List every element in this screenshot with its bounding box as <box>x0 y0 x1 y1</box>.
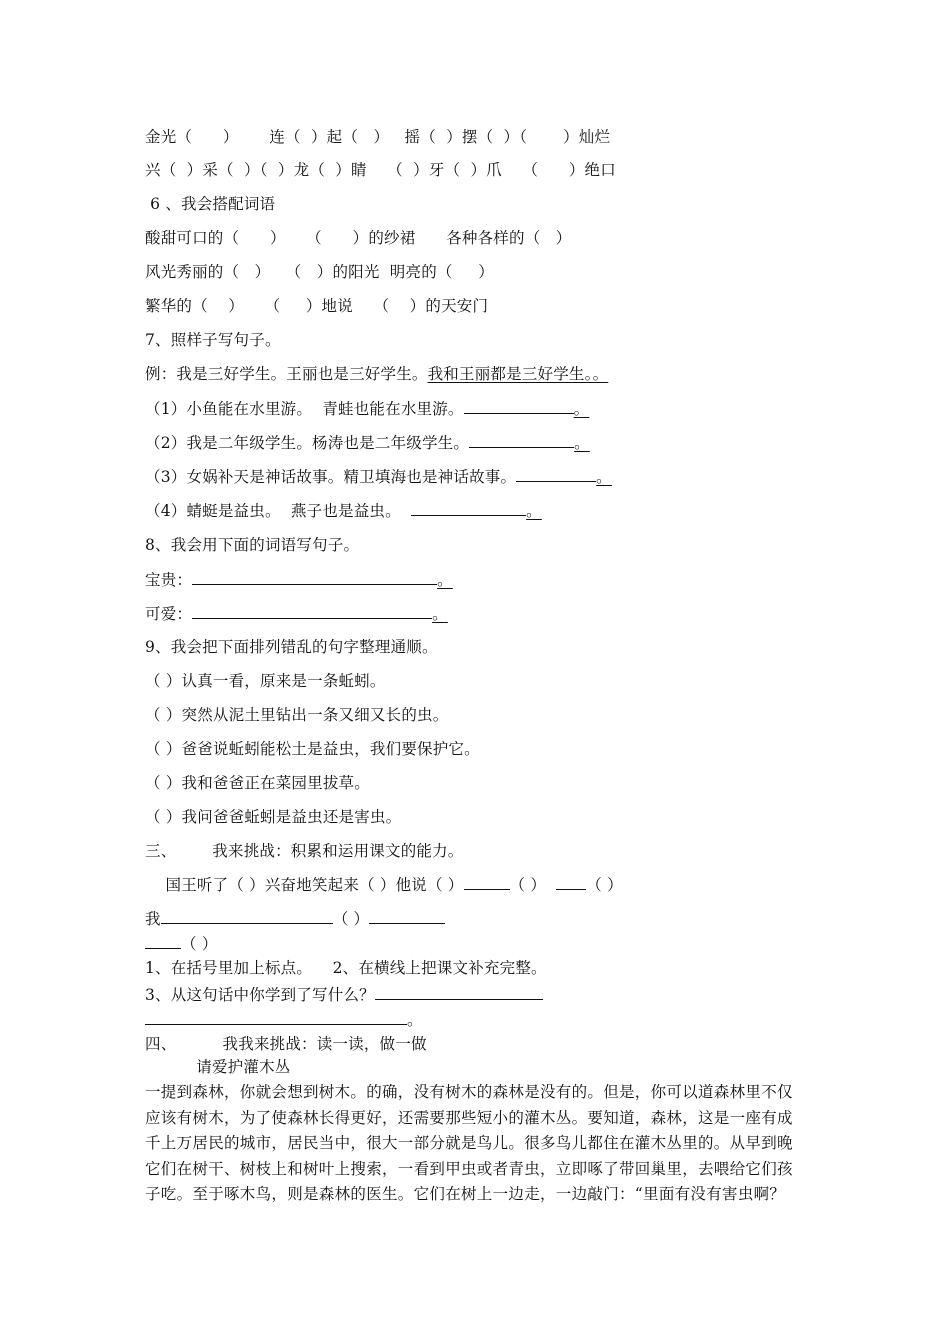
answer-blank[interactable] <box>464 398 574 414</box>
q8-title: 8、我会用下面的词语写句子。 <box>145 536 360 554</box>
q9-item-5: （ ）我问爸爸蚯蚓是益虫还是害虫。 <box>145 808 402 826</box>
passage-line: 子吃。至于啄木鸟，则是森林的医生。它们在树上一边走，一边敲门：“里面有没有害虫啊？ <box>145 1185 786 1203</box>
period-mark: 。 <box>574 434 590 452</box>
q9-item-2: （ ）突然从泥土里钻出一条又细又长的虫。 <box>145 706 449 724</box>
period-mark: 。 <box>407 1011 423 1029</box>
answer-blank[interactable] <box>469 432 574 448</box>
passage-line: 千上万居民的城市，居民当中，很大一部分就是鸟儿。很多鸟儿都住在灌木丛里的。从早到晚 <box>145 1134 793 1152</box>
q7-item-3: （3）女娲补天是神话故事。精卫填海也是神话故事。 。 <box>145 468 612 486</box>
section-3-line-3: （ ） <box>145 933 218 954</box>
q7-item-1: （1）小鱼能在水里游。 青蛙也能在水里游。 。 <box>145 400 590 418</box>
q7-item-4: （4）蜻蜓是益虫。 燕子也是益虫。 。 <box>145 502 542 520</box>
section-3-q1: 1、在括号里加上标点。 2、在横线上把课文补充完整。 <box>145 959 547 977</box>
section-4-subtitle: 请爱护灌木丛 <box>145 1058 291 1076</box>
answer-blank[interactable] <box>516 466 596 482</box>
q9-title: 9、我会把下面排列错乱的句字整理通顺。 <box>145 638 438 656</box>
answer-blank[interactable] <box>375 984 543 1000</box>
q6-row-2: 风光秀丽的（ ） （ ）的阳光 明亮的（ ） <box>145 263 494 281</box>
idiom-row-1: 金光（ ） 连（ ）起（ ） 摇（ ）摆（ ）（ ）灿烂 <box>145 128 611 146</box>
section-4-title: 四、 我我来挑战：读一读，做一做 <box>145 1035 427 1053</box>
answer-blank[interactable] <box>192 603 432 619</box>
period-mark: 。 <box>596 468 612 486</box>
q6-row-3: 繁华的（ ） （ ）地说 （ ）的天安门 <box>145 297 489 315</box>
answer-blank[interactable] <box>411 500 526 516</box>
answer-blank[interactable] <box>464 874 510 890</box>
section-3-title: 三、 我来挑战：积累和运用课文的能力。 <box>145 842 464 860</box>
period-mark: 。 <box>526 502 542 520</box>
section-3-q3: 3、从这句话中你学到了写什么？ <box>145 984 543 1005</box>
passage-line: 它们在树干、树枝上和树叶上搜索，一看到甲虫或者青虫，立即啄了带回巢里，去喂给它们孩 <box>145 1159 793 1178</box>
q8-word-2: 可爱： 。 <box>145 605 448 623</box>
section-3-line-2: 我 （ ） <box>145 908 445 929</box>
q8-word-1: 宝贵： 。 <box>145 571 453 589</box>
answer-blank[interactable] <box>556 874 586 890</box>
answer-blank[interactable] <box>192 569 437 585</box>
q9-item-1: （ ）认真一看，原来是一条蚯蚓。 <box>145 672 386 690</box>
passage-line: 应该有树木，为了使森林长得更好，还需要那些短小的灌木丛。要知道，森林，这是一座有成 <box>145 1108 793 1127</box>
answer-blank[interactable] <box>369 908 445 924</box>
answer-blank[interactable] <box>161 908 333 924</box>
period-mark: 。 <box>432 605 448 623</box>
passage-line: 一提到森林，你就会想到树木。的确，没有树木的森林是没有的。但是，你可以道森林里不仅 <box>145 1083 793 1101</box>
period-mark: 。 <box>437 571 453 589</box>
section-3-line-1: 国王听了（ ）兴奋地笑起来（ ）他说（ ） （ ） （ ） <box>145 876 623 894</box>
q7-example-answer: 我和王丽都是三好学生。。 <box>427 365 609 383</box>
q9-item-4: （ ）我和爸爸正在菜园里拔草。 <box>145 774 370 792</box>
answer-blank[interactable] <box>145 1009 407 1025</box>
period-mark: 。 <box>573 400 590 418</box>
q7-example-prefix: 例：我是三好学生。王丽也是三好学生。 <box>145 365 428 383</box>
idiom-row-2: 兴（ ）采（ ）（ ）龙（ ）睛 （ ）牙（ ）爪 （ ）绝口 <box>145 161 616 179</box>
answer-blank[interactable] <box>145 933 181 949</box>
reading-passage <box>145 1080 825 1208</box>
section-3-q3-continued <box>145 1009 423 1030</box>
q6-row-1: 酸甜可口的（ ） （ ）的纱裙 各种各样的（ ） <box>145 229 572 247</box>
q9-item-3: （ ）爸爸说蚯蚓能松土是益虫，我们要保护它。 <box>145 740 480 758</box>
q6-title: 6 、我会搭配词语 <box>145 195 276 213</box>
q7-item-2: （2）我是二年级学生。杨涛也是二年级学生。 。 <box>145 434 590 452</box>
q7-title: 7、照样子写句子。 <box>145 331 281 349</box>
q7-example <box>145 364 608 384</box>
